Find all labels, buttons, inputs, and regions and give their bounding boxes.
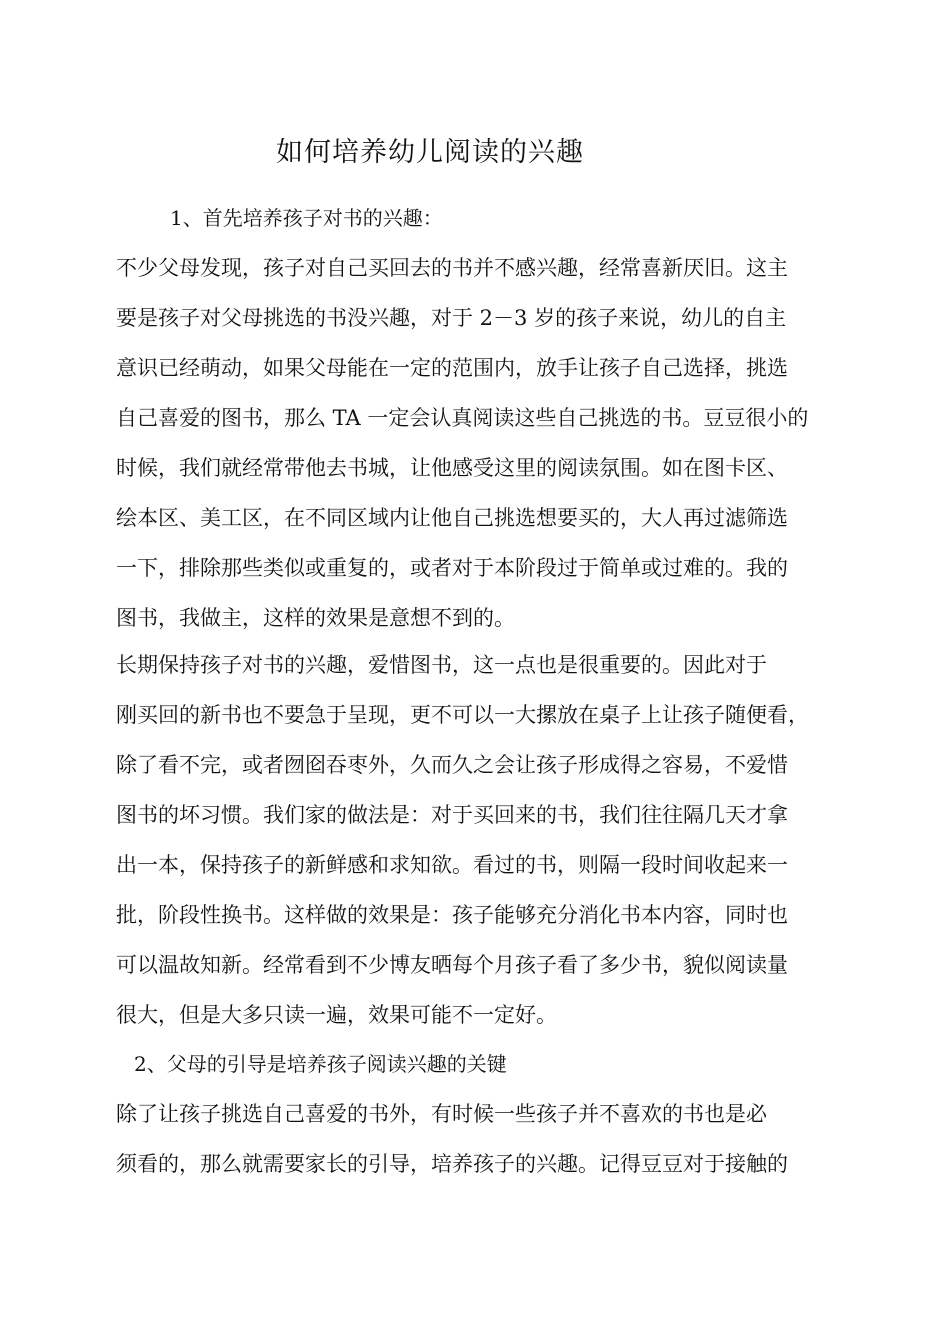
paragraph-line: 批，阶段性换书。这样做的效果是：孩子能够充分消化书本内容，同时也 — [116, 903, 788, 927]
paragraph-line: 可以温故知新。经常看到不少博友晒每个月孩子看了多少书，貌似阅读量 — [116, 953, 788, 977]
paragraph-1 — [116, 243, 846, 643]
paragraph-line: 一下，排除那些类似或重复的，或者对于本阶段过于简单或过难的。我的 — [116, 556, 788, 580]
paragraph-line: 须看的，那么就需要家长的引导，培养孩子的兴趣。记得豆豆对于接触的 — [116, 1152, 788, 1176]
section-heading-2: 2、父母的引导是培养孩子阅读兴趣的关键 — [134, 1052, 507, 1076]
paragraph-line: 除了看不完，或者囫囵吞枣外，久而久之会让孩子形成得之容易，不爱惜 — [116, 753, 788, 777]
section-heading-1: 1、首先培养孩子对书的兴趣： — [170, 206, 443, 230]
paragraph-line: 刚买回的新书也不要急于呈现，更不可以一大摞放在桌子上让孩子随便看， — [116, 703, 809, 727]
paragraph-line: 出一本，保持孩子的新鲜感和求知欲。看过的书，则隔一段时间收起来一 — [116, 853, 788, 877]
paragraph-3 — [116, 1089, 846, 1189]
paragraph-2 — [116, 640, 846, 1040]
paragraph-line: 长期保持孩子对书的兴趣，爱惜图书，这一点也是很重要的。因此对于 — [116, 653, 767, 677]
paragraph-line: 很大，但是大多只读一遍，效果可能不一定好。 — [116, 1003, 557, 1027]
paragraph-line: 意识已经萌动，如果父母能在一定的范围内，放手让孩子自己选择，挑选 — [116, 356, 788, 380]
document-title: 如何培养幼儿阅读的兴趣 — [276, 137, 584, 168]
paragraph-line: 自己喜爱的图书，那么 TA 一定会认真阅读这些自己挑选的书。豆豆很小的 — [116, 406, 809, 430]
paragraph-line: 要是孩子对父母挑选的书没兴趣，对于 2－3 岁的孩子来说，幼儿的自主 — [116, 306, 787, 330]
paragraph-line: 绘本区、美工区，在不同区域内让他自己挑选想要买的，大人再过滤筛选 — [116, 506, 788, 530]
paragraph-line: 除了让孩子挑选自己喜爱的书外，有时候一些孩子并不喜欢的书也是必 — [116, 1102, 767, 1126]
paragraph-line: 不少父母发现，孩子对自己买回去的书并不感兴趣，经常喜新厌旧。这主 — [116, 256, 788, 280]
paragraph-line: 时候，我们就经常带他去书城，让他感受这里的阅读氛围。如在图卡区、 — [116, 456, 788, 480]
paragraph-line: 图书，我做主，这样的效果是意想不到的。 — [116, 606, 515, 630]
paragraph-line: 图书的坏习惯。我们家的做法是：对于买回来的书，我们往往隔几天才拿 — [116, 803, 788, 827]
